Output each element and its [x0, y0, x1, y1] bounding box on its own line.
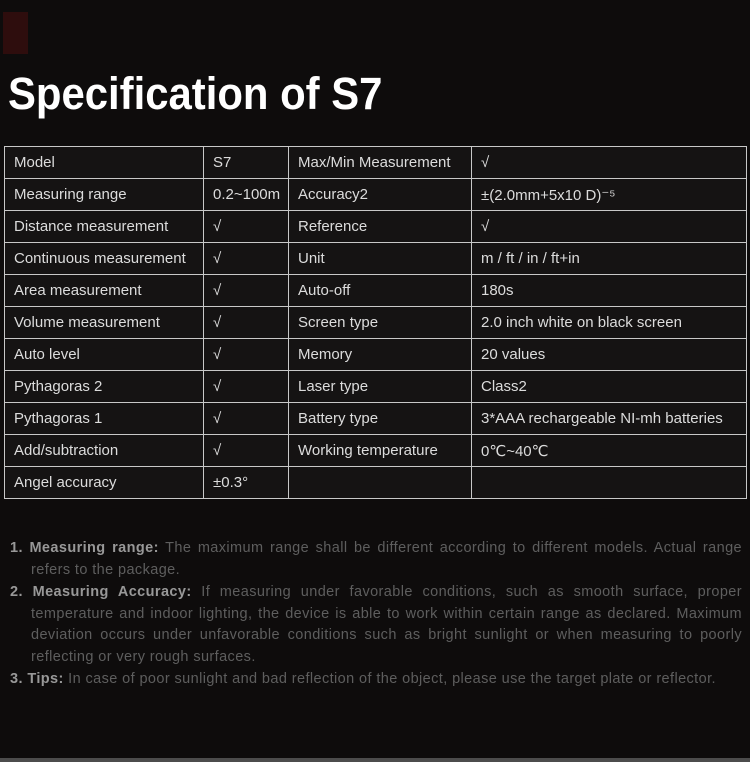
- footnote-label: Tips:: [27, 671, 64, 687]
- footnote-number: 2.: [10, 584, 23, 600]
- spec-label-cell: Model: [5, 147, 204, 179]
- table-row: [5, 211, 747, 243]
- bottom-edge-bar: [0, 758, 750, 762]
- table-row: [5, 403, 747, 435]
- table-row: [5, 275, 747, 307]
- footnote-measuring-accuracy: [10, 582, 742, 668]
- spec-label-cell: [289, 467, 472, 499]
- spec-label-cell: Working temperature: [289, 435, 472, 467]
- spec-value-cell: 2.0 inch white on black screen: [472, 307, 747, 339]
- footnote-label: Measuring Accuracy:: [32, 584, 192, 600]
- footnote-label: Measuring range:: [29, 540, 159, 556]
- spec-label-cell: Measuring range: [5, 179, 204, 211]
- spec-label-cell: Screen type: [289, 307, 472, 339]
- table-row: [5, 435, 747, 467]
- spec-value-cell: √: [204, 403, 289, 435]
- footnote-text: If measuring under favorable conditions, such as smooth surface, proper temperature and indoor lighting, the device is able to work within certain range as declared. Maximum deviation occurs under unfavorable conditions such as bright sunlight or when measuring to poorly reflecting or very rough surfaces.: [31, 584, 742, 665]
- spec-value-cell: 20 values: [472, 339, 747, 371]
- spec-label-cell: Auto level: [5, 339, 204, 371]
- spec-value-cell: √: [204, 243, 289, 275]
- spec-value-cell: √: [472, 211, 747, 243]
- spec-label-cell: Angel accuracy: [5, 467, 204, 499]
- spec-label-cell: Unit: [289, 243, 472, 275]
- table-row: [5, 467, 747, 499]
- spec-value-cell: m / ft / in / ft+in: [472, 243, 747, 275]
- footnotes: [10, 538, 742, 692]
- spec-value-cell: Class2: [472, 371, 747, 403]
- spec-label-cell: Memory: [289, 339, 472, 371]
- spec-label-cell: Pythagoras 1: [5, 403, 204, 435]
- footnote-text: In case of poor sunlight and bad reflection of the object, please use the target plate or reflector.: [68, 671, 716, 687]
- table-row: [5, 243, 747, 275]
- table-row: [5, 371, 747, 403]
- spec-value-cell: 180s: [472, 275, 747, 307]
- spec-value-cell: S7: [204, 147, 289, 179]
- spec-value-cell: [472, 467, 747, 499]
- table-row: [5, 307, 747, 339]
- table-row: [5, 179, 747, 211]
- footnote-measuring-range: [10, 538, 742, 581]
- spec-label-cell: Reference: [289, 211, 472, 243]
- footnote-text: The maximum range shall be different according to different models. Actual range refers to the package.: [31, 540, 743, 578]
- spec-value-cell: √: [204, 339, 289, 371]
- corner-accent-mark: [3, 12, 28, 54]
- spec-value-cell: √: [204, 371, 289, 403]
- spec-value-cell: 0.2~100m: [204, 179, 289, 211]
- table-row: [5, 339, 747, 371]
- spec-value-cell: ±0.3°: [204, 467, 289, 499]
- spec-value-cell: √: [472, 147, 747, 179]
- spec-label-cell: Battery type: [289, 403, 472, 435]
- spec-value-cell: √: [204, 307, 289, 339]
- specification-table: [4, 146, 747, 499]
- spec-label-cell: Distance measurement: [5, 211, 204, 243]
- spec-value-cell: √: [204, 211, 289, 243]
- spec-label-cell: Accuracy2: [289, 179, 472, 211]
- table-row: [5, 147, 747, 179]
- spec-label-cell: Max/Min Measurement: [289, 147, 472, 179]
- spec-label-cell: Laser type: [289, 371, 472, 403]
- footnote-number: 3.: [10, 671, 23, 687]
- spec-label-cell: Add/subtraction: [5, 435, 204, 467]
- spec-label-cell: Volume measurement: [5, 307, 204, 339]
- spec-label-cell: Pythagoras 2: [5, 371, 204, 403]
- page-title: Specification of S7: [8, 68, 383, 119]
- spec-value-cell: 0℃~40℃: [472, 435, 747, 467]
- spec-value-cell: √: [204, 435, 289, 467]
- footnote-number: 1.: [10, 540, 23, 556]
- spec-label-cell: Continuous measurement: [5, 243, 204, 275]
- spec-value-cell: ±(2.0mm+5x10 D)⁻⁵: [472, 179, 747, 211]
- spec-value-cell: 3*AAA rechargeable NI-mh batteries: [472, 403, 747, 435]
- footnote-tips: [10, 669, 742, 691]
- spec-label-cell: Area measurement: [5, 275, 204, 307]
- spec-value-cell: √: [204, 275, 289, 307]
- spec-label-cell: Auto-off: [289, 275, 472, 307]
